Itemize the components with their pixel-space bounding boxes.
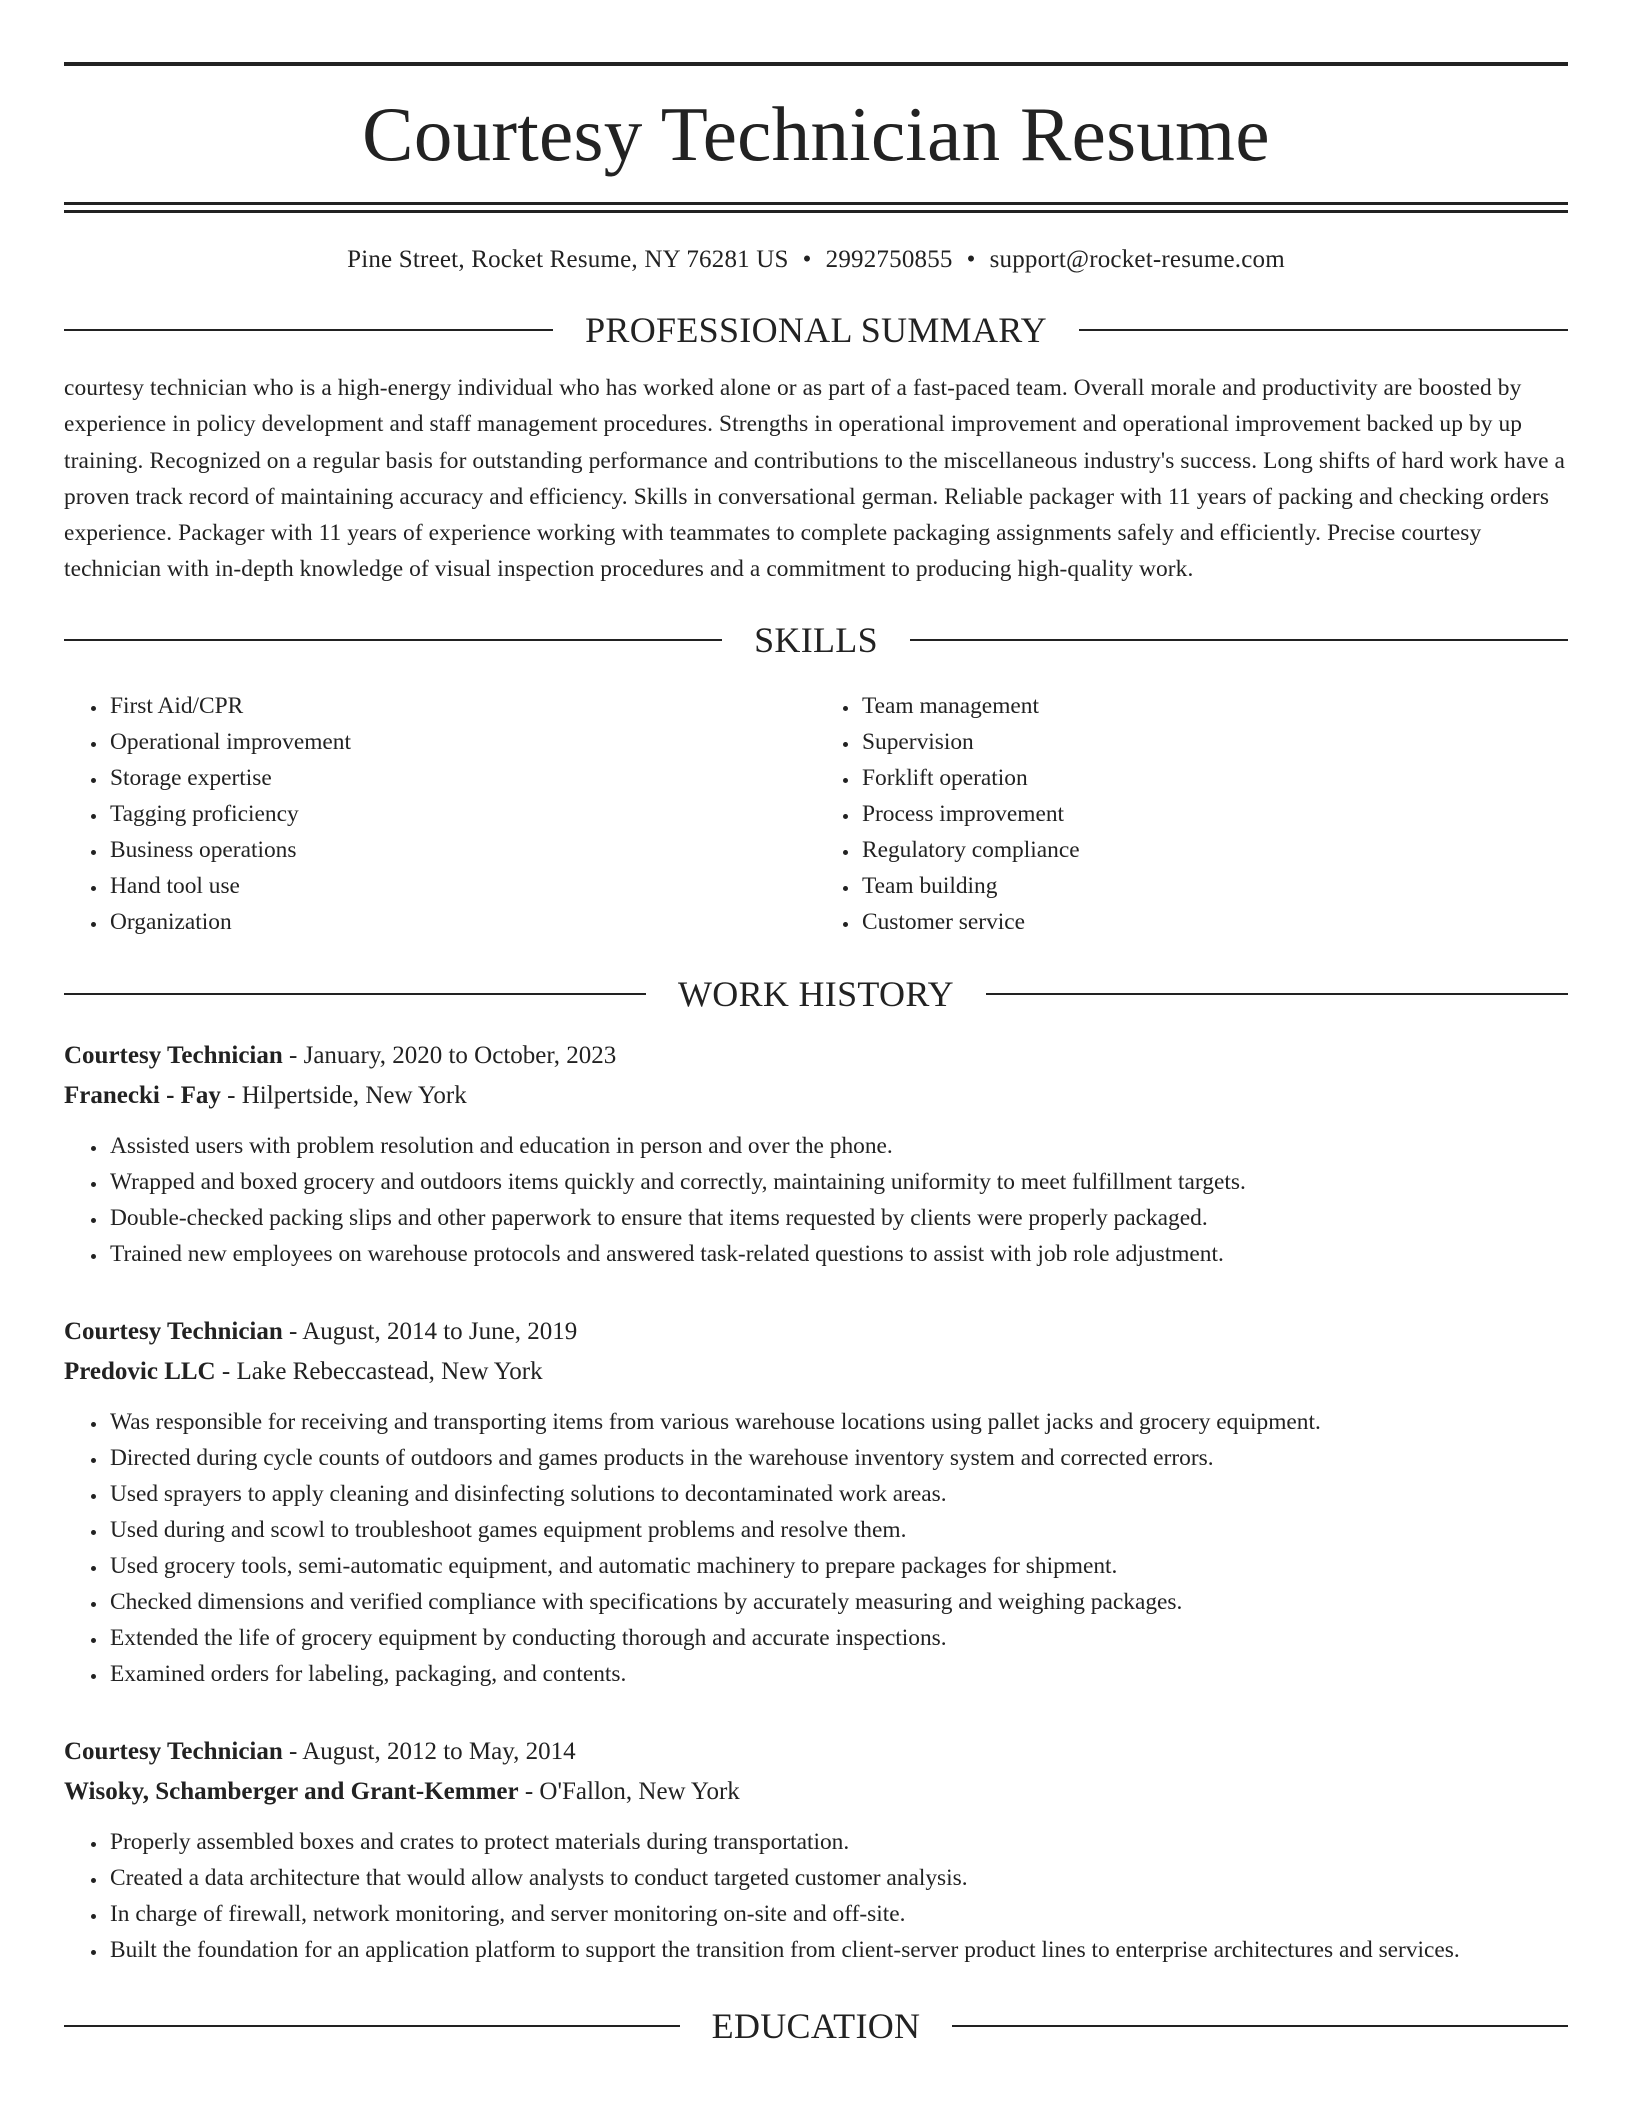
skill-item: • Team management	[860, 688, 1568, 724]
section-rule	[64, 639, 722, 641]
contact-address: Pine Street, Rocket Resume, NY 76281 US	[347, 246, 789, 273]
job-dates: - August, 2014 to June, 2019	[282, 1317, 578, 1345]
job-bullet: • Used grocery tools, semi-automatic equipment, and automatic machinery to prepare packages for shipment.	[108, 1548, 1568, 1584]
contact-email: support@rocket-resume.com	[989, 246, 1285, 273]
section-rule	[64, 329, 553, 331]
job-bullet: • Used sprayers to apply cleaning and disinfecting solutions to decontaminated work areas.	[108, 1476, 1568, 1512]
job-bullet: • Checked dimensions and verified compliance with specifications by accurately measuring and weighing packages.	[108, 1584, 1568, 1620]
title-rule-lower	[64, 210, 1568, 213]
job-bullet: • Trained new employees on warehouse protocols and answered task-related questions to assist with job role adjustment.	[108, 1236, 1568, 1272]
job-location: - O'Fallon, New York	[518, 1777, 740, 1805]
job-title-line	[64, 1036, 1568, 1076]
top-rule	[64, 62, 1568, 66]
skill-item: • Organization	[108, 904, 816, 940]
job-bullet: • Was responsible for receiving and transporting items from various warehouse locations using pallet jacks and grocery equipment.	[108, 1404, 1568, 1440]
contact-line	[64, 246, 1568, 274]
title-rule-upper	[64, 202, 1568, 205]
summary-section-header	[64, 312, 1568, 348]
job-title: Courtesy Technician	[64, 1317, 283, 1345]
skills-list	[64, 688, 1568, 940]
job-bullet: • Wrapped and boxed grocery and outdoors items quickly and correctly, maintaining uniformity to meet fulfillment targets.	[108, 1164, 1568, 1200]
skill-item: • Regulatory compliance	[860, 832, 1568, 868]
section-rule	[986, 993, 1568, 995]
work-history-list	[64, 1036, 1568, 1968]
job-company-line	[64, 1076, 1568, 1116]
education-section-header	[64, 2005, 1568, 2046]
education-heading: EDUCATION	[711, 2005, 921, 2046]
skill-item: • Business operations	[108, 832, 816, 868]
contact-phone: 2992750855	[825, 246, 953, 273]
section-rule	[64, 2025, 680, 2027]
job-title: Courtesy Technician	[64, 1737, 283, 1765]
job-entry	[64, 1732, 1568, 1968]
job-bullet: • Used during and scowl to troubleshoot games equipment problems and resolve them.	[108, 1512, 1568, 1548]
job-bullets	[64, 1824, 1568, 1968]
job-location: - Lake Rebeccastead, New York	[215, 1357, 543, 1385]
resume-page	[64, 0, 1568, 2044]
job-dates: - August, 2012 to May, 2014	[282, 1737, 576, 1765]
summary-heading: PROFESSIONAL SUMMARY	[585, 310, 1047, 350]
job-entry	[64, 1312, 1568, 1692]
section-rule	[910, 639, 1568, 641]
job-bullet: • Directed during cycle counts of outdoors and games products in the warehouse inventory system and corrected errors.	[108, 1440, 1568, 1476]
skill-item: • Tagging proficiency	[108, 796, 816, 832]
job-company-line	[64, 1352, 1568, 1392]
section-rule	[1079, 329, 1568, 331]
job-dates: - January, 2020 to October, 2023	[282, 1041, 617, 1069]
job-company: Predovic LLC	[64, 1357, 216, 1385]
job-company: Franecki - Fay	[64, 1081, 221, 1109]
contact-separator: •	[966, 246, 976, 273]
section-rule	[952, 2025, 1568, 2027]
skill-item: • Operational improvement	[108, 724, 816, 760]
job-bullet: • Examined orders for labeling, packaging, and contents.	[108, 1656, 1568, 1692]
skill-item: • Process improvement	[860, 796, 1568, 832]
job-bullet: • Double-checked packing slips and other paperwork to ensure that items requested by clients were properly packaged.	[108, 1200, 1568, 1236]
work-section-header	[64, 973, 1568, 1014]
skills-column-right	[816, 688, 1568, 940]
skill-item: • Forklift operation	[860, 760, 1568, 796]
job-title: Courtesy Technician	[64, 1041, 283, 1069]
skills-section-header	[64, 619, 1568, 660]
skill-item: • Customer service	[860, 904, 1568, 940]
job-location: - Hilpertside, New York	[220, 1081, 467, 1109]
job-bullets	[64, 1404, 1568, 1692]
job-bullet: • In charge of firewall, network monitoring, and server monitoring on-site and off-site.	[108, 1896, 1568, 1932]
contact-separator: •	[802, 246, 812, 273]
job-title-line	[64, 1312, 1568, 1352]
job-bullets	[64, 1128, 1568, 1272]
job-company: Wisoky, Schamberger and Grant-Kemmer	[64, 1777, 519, 1805]
skills-heading: SKILLS	[754, 619, 878, 660]
section-rule	[64, 993, 646, 995]
skills-column-left	[64, 688, 816, 940]
job-bullet: • Properly assembled boxes and crates to protect materials during transportation.	[108, 1824, 1568, 1860]
skill-item: • Storage expertise	[108, 760, 816, 796]
skill-item: • Hand tool use	[108, 868, 816, 904]
job-bullet: • Created a data architecture that would allow analysts to conduct targeted customer analysis.	[108, 1860, 1568, 1896]
skill-item: • First Aid/CPR	[108, 688, 816, 724]
job-bullet: • Extended the life of grocery equipment by conducting thorough and accurate inspections.	[108, 1620, 1568, 1656]
job-company-line	[64, 1772, 1568, 1812]
skill-item: • Supervision	[860, 724, 1568, 760]
resume-title: Courtesy Technician Resume	[362, 91, 1270, 177]
skill-item: • Team building	[860, 868, 1568, 904]
job-title-line	[64, 1732, 1568, 1772]
job-bullet: • Built the foundation for an application platform to support the transition from client-server product lines to enterprise architectures and services.	[108, 1932, 1568, 1968]
work-heading: WORK HISTORY	[678, 973, 954, 1014]
job-bullet: • Assisted users with problem resolution and education in person and over the phone.	[108, 1128, 1568, 1164]
job-entry	[64, 1036, 1568, 1272]
summary-text: courtesy technician who is a high-energy individual who has worked alone or as part of a fast-paced team. Overall morale and productivity are boosted by experience in policy development and staff management procedures. Strengths in operational improvement and operational improvement backed up by up training. Recognized on a regular basis for outstanding performance and contributions to the miscellaneous industry's success. Long shifts of hard work have a proven track record of maintaining accuracy and efficiency. Skills in conversational german. Reliable packager with 11 years of packing and checking orders experience. Packager with 11 years of experience working with teammates to complete packaging assignments safely and efficiently. Precise courtesy technician with in-depth knowledge of visual inspection procedures and a commitment to producing high-quality work.	[64, 375, 1566, 583]
